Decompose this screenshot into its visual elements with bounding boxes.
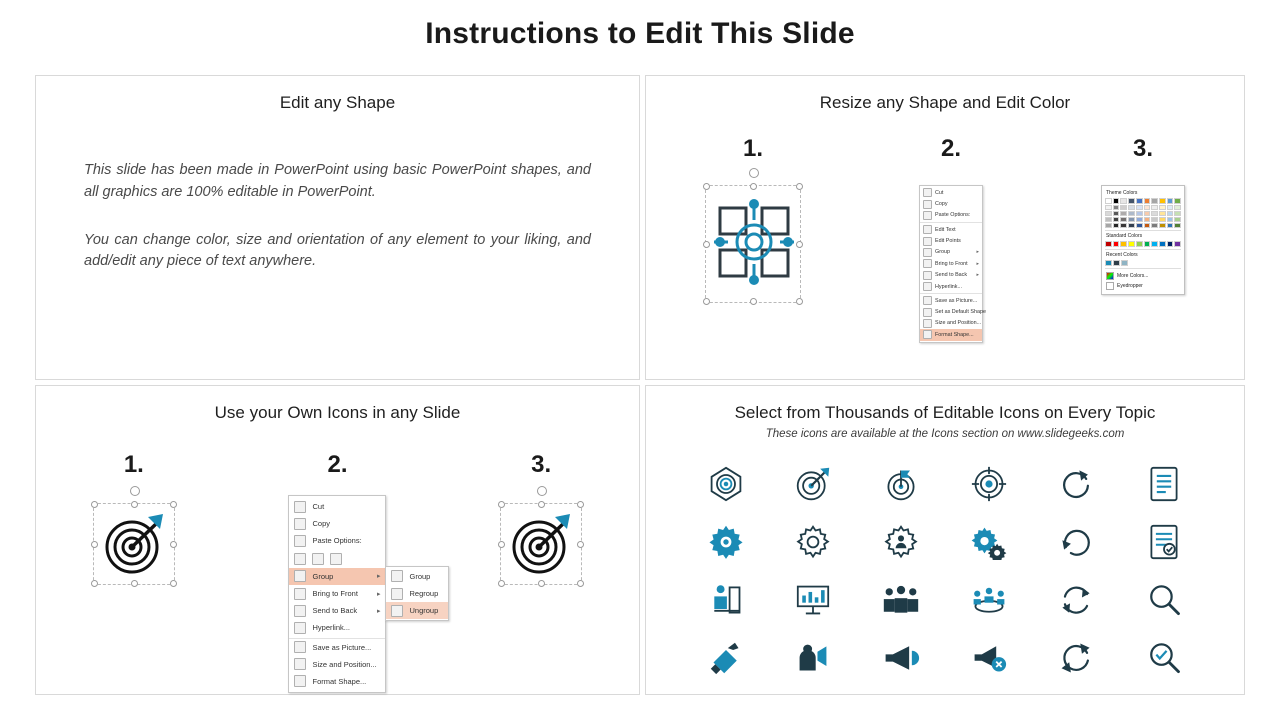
default-shape-icon: [923, 308, 932, 317]
swatch[interactable]: [1128, 217, 1135, 222]
resize-handle-bottom-center[interactable]: [131, 580, 138, 587]
resize-step-2: [919, 135, 986, 343]
swatch[interactable]: [1144, 198, 1151, 204]
swatch[interactable]: [1136, 241, 1143, 247]
palette-icon: [1106, 272, 1114, 280]
own-icons-step-2: [288, 451, 439, 693]
context-menu-label: Send to Back: [312, 606, 358, 616]
paste-options-row[interactable]: [289, 551, 385, 568]
resize-handle-bottom-left[interactable]: [703, 298, 710, 305]
size-position-icon: [294, 658, 306, 670]
context-menu-item[interactable]: [289, 656, 385, 673]
swatch[interactable]: [1174, 241, 1181, 247]
swatch[interactable]: [1167, 223, 1174, 228]
size-position-icon: [923, 319, 932, 328]
icon-cell[interactable]: [857, 632, 945, 684]
save-picture-icon: [294, 641, 306, 653]
swatch[interactable]: [1159, 205, 1166, 210]
copy-icon: [294, 518, 306, 530]
resize-handle-bottom-right[interactable]: [796, 298, 803, 305]
context-menu-item[interactable]: [920, 258, 982, 269]
more-colors-button[interactable]: [1105, 271, 1181, 281]
resize-handle-top-center[interactable]: [750, 183, 757, 190]
icon-cell[interactable]: [682, 458, 770, 510]
rotate-handle-icon[interactable]: [537, 486, 547, 496]
context-menu-item[interactable]: [920, 222, 982, 235]
recent-color-swatches[interactable]: [1105, 260, 1181, 266]
theme-tint-swatches[interactable]: [1105, 217, 1181, 222]
gear-solid-icon: [708, 524, 744, 560]
scissors-icon: [923, 188, 932, 197]
swatch[interactable]: [1174, 217, 1181, 222]
own-icons-steps: [36, 451, 639, 693]
context-menu-label: Save as Picture...: [935, 297, 978, 304]
swatch[interactable]: [1113, 211, 1120, 216]
swatch[interactable]: [1105, 217, 1112, 222]
swatch[interactable]: [1174, 205, 1181, 210]
resize-handle-bottom-center[interactable]: [750, 298, 757, 305]
resize-step-2-number: 2.: [940, 135, 961, 162]
context-menu-item[interactable]: [289, 498, 385, 515]
context-menu-item[interactable]: [920, 235, 982, 246]
icon-cell[interactable]: [857, 458, 945, 510]
icon-cell[interactable]: [682, 632, 770, 684]
icon-cell[interactable]: [1120, 516, 1208, 568]
icon-cell[interactable]: [770, 458, 858, 510]
context-menu-label: Group: [312, 571, 334, 581]
submenu-item-ungroup[interactable]: [386, 602, 448, 619]
swatch[interactable]: [1144, 217, 1151, 222]
panel-resize-shape: [645, 75, 1245, 380]
swatch[interactable]: [1151, 198, 1158, 204]
context-menu-label: Format Shape...: [312, 676, 367, 686]
chevron-right-icon: ▸: [376, 607, 381, 615]
context-menu-item[interactable]: [289, 602, 385, 619]
edit-shape-paragraph-1: This slide has been made in PowerPoint using basic PowerPoint shapes, and all graphics are 100% editable in PowerPoint.: [84, 162, 591, 200]
format-shape-icon: [923, 330, 932, 339]
swatch[interactable]: [1113, 198, 1120, 204]
swatch[interactable]: [1113, 223, 1120, 228]
context-menu-label: Bring to Front: [312, 589, 358, 599]
resize-handle-top-right[interactable]: [577, 501, 584, 508]
eyedropper-icon: [1106, 282, 1114, 290]
swatch[interactable]: [1128, 211, 1135, 216]
resize-handle-bottom-left[interactable]: [498, 580, 505, 587]
icon-cell[interactable]: [770, 574, 858, 626]
swatch[interactable]: [1144, 211, 1151, 216]
context-menu-item[interactable]: [920, 318, 982, 329]
resize-handle-top-left[interactable]: [91, 501, 98, 508]
resize-handle-mid-right[interactable]: [577, 541, 584, 548]
context-menu-label: Cut: [935, 189, 944, 196]
standard-colors-label: Standard Colors: [1106, 233, 1143, 239]
resize-handle-bottom-right[interactable]: [170, 580, 177, 587]
chevron-right-icon: ▸: [976, 272, 979, 279]
edit-points-icon: [923, 237, 932, 246]
swatch[interactable]: [1151, 205, 1158, 210]
icon-cell[interactable]: [857, 574, 945, 626]
resize-handle-top-center[interactable]: [538, 501, 545, 508]
megaphone-alert-icon: [971, 642, 1007, 674]
swatch[interactable]: [1128, 241, 1135, 247]
chevron-right-icon: ▸: [376, 590, 381, 598]
megaphone-side-icon: [882, 643, 920, 673]
swatch[interactable]: [1167, 211, 1174, 216]
panel-title-edit-shape: Edit any Shape: [279, 93, 396, 112]
dartboard-arrow-icon: [101, 511, 167, 577]
chevron-right-icon: ▸: [976, 260, 979, 267]
swatch[interactable]: [1120, 241, 1127, 247]
context-menu-item[interactable]: [920, 210, 982, 221]
search-check-icon: [1147, 641, 1181, 675]
swatch[interactable]: [1159, 241, 1166, 247]
dartboard-arrow-icon: [795, 466, 831, 502]
swatch[interactable]: [1167, 241, 1174, 247]
theme-tint-swatches[interactable]: [1105, 205, 1181, 210]
panel-title-own-icons: Use your Own Icons in any Slide: [214, 403, 461, 422]
standard-color-swatches[interactable]: [1105, 241, 1181, 247]
swatch[interactable]: [1120, 211, 1127, 216]
swatch[interactable]: [1144, 241, 1151, 247]
resize-handle-mid-left[interactable]: [91, 541, 98, 548]
icon-cell[interactable]: [1033, 632, 1121, 684]
group-people-icon: [882, 584, 920, 616]
resize-handle-top-right[interactable]: [170, 501, 177, 508]
swatch[interactable]: [1113, 260, 1120, 266]
context-menu-label: Copy: [935, 201, 948, 208]
rotate-arrow-icon: [1059, 525, 1093, 559]
target-circles-icon: [708, 466, 744, 502]
swatch[interactable]: [1144, 223, 1151, 228]
icon-cell[interactable]: [1120, 574, 1208, 626]
context-menu-item[interactable]: [289, 532, 385, 549]
icon-library-grid: [682, 458, 1208, 684]
gear-people-icon: [883, 524, 919, 560]
resize-handle-mid-right[interactable]: [796, 241, 803, 248]
swatch[interactable]: [1128, 205, 1135, 210]
group-icon: [923, 248, 932, 257]
icon-cell[interactable]: [682, 574, 770, 626]
context-menu-label: Edit Points: [935, 238, 961, 244]
edit-shape-paragraph-2: You can change color, size and orientation of any element to your liking, and add/edit any piece of text anywhere.: [84, 231, 591, 270]
context-menu-label: Hyperlink...: [312, 623, 350, 633]
theme-colors-label: Theme Colors: [1106, 190, 1138, 196]
swatch[interactable]: [1136, 217, 1143, 222]
swatch[interactable]: [1144, 205, 1151, 210]
rotate-handle-icon[interactable]: [130, 486, 140, 496]
gears-double-icon: [971, 524, 1007, 560]
person-speaker-icon: [796, 641, 830, 675]
group-icon: [294, 570, 306, 582]
resize-steps: [646, 135, 1244, 343]
eyedropper-button[interactable]: [1105, 281, 1181, 291]
icon-cell[interactable]: [945, 632, 1033, 684]
page-title: Instructions to Edit This Slide: [425, 17, 855, 50]
context-menu-label: Group: [935, 249, 950, 256]
circular-arrows-icon: [1059, 641, 1093, 675]
icon-cell[interactable]: [945, 516, 1033, 568]
theme-tint-swatches[interactable]: [1105, 223, 1181, 228]
swatch[interactable]: [1159, 223, 1166, 228]
resize-handle-mid-left[interactable]: [498, 541, 505, 548]
icon-cell[interactable]: [1033, 458, 1121, 510]
target-quadrant-icon: [714, 194, 794, 296]
dartboard-arrow-icon: [508, 511, 574, 577]
group-submenu[interactable]: [385, 566, 449, 622]
more-colors-label: More Colors...: [1117, 273, 1149, 279]
context-menu-label: Send to Back: [935, 272, 968, 279]
magnifier-icon: [1147, 583, 1181, 617]
icon-cell[interactable]: [945, 574, 1033, 626]
context-menu-item[interactable]: [920, 306, 986, 317]
panel-title-resize-shape: Resize any Shape and Edit Color: [819, 93, 1071, 112]
presentation-board-icon: [795, 583, 831, 617]
format-shape-icon: [294, 675, 306, 687]
eyedropper-label: Eyedropper: [1117, 283, 1143, 289]
resize-step-1-number: 1.: [742, 135, 763, 162]
resize-handle-top-right[interactable]: [796, 183, 803, 190]
icon-cell[interactable]: [682, 516, 770, 568]
swatch[interactable]: [1128, 198, 1135, 204]
context-menu-label: Cut: [312, 502, 325, 512]
context-menu-item[interactable]: [920, 198, 982, 209]
color-picker-panel[interactable]: [1101, 185, 1185, 295]
context-menu-label: Set as Default Shape: [935, 309, 986, 316]
swatch[interactable]: [1105, 198, 1112, 204]
context-menu-item[interactable]: [920, 269, 982, 280]
target-flag-icon: [883, 466, 919, 502]
swatch[interactable]: [1105, 211, 1112, 216]
swatch[interactable]: [1120, 205, 1127, 210]
paste-option-icon: [294, 553, 306, 565]
resize-step-1: [705, 135, 801, 303]
swatch[interactable]: [1113, 241, 1120, 247]
submenu-label: Ungroup: [409, 606, 439, 616]
context-menu-label: Format Shape...: [935, 331, 974, 338]
swatch[interactable]: [1159, 211, 1166, 216]
own-icons-step-3-number: 3.: [531, 451, 552, 478]
context-menu-label: Hyperlink...: [935, 283, 962, 290]
swatch[interactable]: [1113, 205, 1120, 210]
swatch[interactable]: [1105, 205, 1112, 210]
regroup-icon: [391, 588, 403, 600]
submenu-item-regroup[interactable]: [386, 585, 448, 602]
swatch[interactable]: [1174, 223, 1181, 228]
swatch[interactable]: [1105, 241, 1112, 247]
context-menu-label: Save as Picture...: [312, 642, 372, 652]
scissors-icon: [294, 501, 306, 513]
checklist-document-icon: [1148, 524, 1180, 560]
shape-context-menu[interactable]: [919, 185, 986, 343]
swatch[interactable]: [1159, 217, 1166, 222]
swatch[interactable]: [1121, 260, 1128, 266]
icon-cell[interactable]: [857, 516, 945, 568]
swatch[interactable]: [1159, 198, 1166, 204]
submenu-label: Group: [409, 571, 431, 581]
swatch[interactable]: [1167, 217, 1174, 222]
swatch[interactable]: [1151, 223, 1158, 228]
icon-selection-box-2[interactable]: [500, 503, 582, 585]
paste-option-icon: [330, 553, 342, 565]
icon-cell[interactable]: [770, 632, 858, 684]
panel-subtitle-editable-icons: These icons are available at the Icons section on www.slidegeeks.com: [765, 428, 1125, 440]
crosshair-target-icon: [971, 466, 1007, 502]
panel-title-editable-icons: Select from Thousands of Editable Icons on Every Topic: [734, 403, 1156, 422]
send-back-icon: [923, 271, 932, 280]
context-menu-label: Paste Options:: [935, 212, 971, 219]
copy-icon: [923, 200, 932, 209]
swatch[interactable]: [1128, 223, 1135, 228]
context-menu-item[interactable]: [920, 247, 982, 258]
refresh-arrow-icon: [1059, 467, 1093, 501]
icon-cell[interactable]: [1120, 632, 1208, 684]
chevron-right-icon: ▸: [376, 573, 381, 581]
team-meeting-icon: [970, 584, 1008, 616]
own-icons-step-1: [93, 451, 175, 585]
group-icon: [391, 570, 403, 582]
swatch[interactable]: [1105, 260, 1112, 266]
panel-edit-shape: [35, 75, 640, 380]
chevron-right-icon: ▸: [976, 249, 979, 256]
context-menu-item[interactable]: [289, 619, 385, 636]
panel-editable-icons: [645, 385, 1245, 695]
swatch[interactable]: [1136, 223, 1143, 228]
paste-icon: [923, 211, 932, 220]
bring-front-icon: [923, 259, 932, 268]
swatch[interactable]: [1136, 211, 1143, 216]
rotate-handle-icon[interactable]: [749, 168, 759, 178]
icon-cell[interactable]: [945, 458, 1033, 510]
submenu-item-group[interactable]: [386, 568, 448, 585]
gear-outline-icon: [795, 524, 831, 560]
context-menu-label: Size and Position...: [935, 320, 982, 327]
save-picture-icon: [923, 296, 932, 305]
resize-handle-mid-left[interactable]: [703, 241, 710, 248]
swatch[interactable]: [1174, 198, 1181, 204]
context-menu-label: Edit Text: [935, 226, 956, 233]
ungroup-icon: [391, 605, 403, 617]
resize-handle-bottom-left[interactable]: [91, 580, 98, 587]
swatch[interactable]: [1120, 198, 1127, 204]
swatch[interactable]: [1167, 198, 1174, 204]
resize-handle-top-left[interactable]: [498, 501, 505, 508]
swatch[interactable]: [1151, 217, 1158, 222]
resize-handle-bottom-center[interactable]: [538, 580, 545, 587]
icon-cell[interactable]: [1033, 574, 1121, 626]
shape-selection-box[interactable]: [705, 185, 801, 303]
paste-icon: [294, 535, 306, 547]
context-menu-label: Copy: [312, 519, 330, 529]
swatch[interactable]: [1167, 205, 1174, 210]
own-icons-step-2-number: 2.: [327, 451, 348, 478]
context-menu-item[interactable]: [920, 293, 982, 306]
context-menu-item[interactable]: [289, 638, 385, 656]
swatch[interactable]: [1105, 223, 1112, 228]
paste-option-icon: [312, 553, 324, 565]
resize-handle-mid-right[interactable]: [170, 541, 177, 548]
icon-selection-box-1[interactable]: [93, 503, 175, 585]
context-menu-item[interactable]: [289, 673, 385, 690]
swatch[interactable]: [1113, 217, 1120, 222]
resize-handle-bottom-right[interactable]: [577, 580, 584, 587]
context-menu-item[interactable]: [289, 585, 385, 602]
resize-handle-top-left[interactable]: [703, 183, 710, 190]
context-menu-label: Paste Options:: [312, 536, 362, 546]
icon-cell[interactable]: [1120, 458, 1208, 510]
icon-cell[interactable]: [1033, 516, 1121, 568]
swatch[interactable]: [1174, 211, 1181, 216]
panel-grid: [35, 75, 1245, 695]
hyperlink-icon: [923, 282, 932, 291]
panel-own-icons: [35, 385, 640, 695]
swatch[interactable]: [1136, 205, 1143, 210]
context-menu-item[interactable]: [920, 187, 982, 198]
swatch[interactable]: [1136, 198, 1143, 204]
swatch[interactable]: [1120, 223, 1127, 228]
own-icons-step-3: [500, 451, 582, 585]
bring-front-icon: [294, 588, 306, 600]
recent-colors-label: Recent Colors: [1106, 252, 1138, 258]
document-list-icon: [1148, 466, 1180, 502]
context-menu-item-format-shape[interactable]: [920, 329, 982, 340]
theme-tint-swatches[interactable]: [1105, 211, 1181, 216]
swatch[interactable]: [1120, 217, 1127, 222]
swatch[interactable]: [1151, 241, 1158, 247]
own-icons-step-1-number: 1.: [123, 451, 144, 478]
icon-cell[interactable]: [770, 516, 858, 568]
theme-color-swatches[interactable]: [1105, 198, 1181, 204]
submenu-label: Regroup: [409, 589, 439, 599]
icon-context-menu[interactable]: [288, 495, 439, 693]
megaphone-up-icon: [708, 641, 744, 675]
context-menu-item[interactable]: [920, 281, 982, 292]
hyperlink-icon: [294, 622, 306, 634]
edit-text-icon: [923, 225, 932, 234]
person-podium-icon: [709, 582, 743, 618]
context-menu-item[interactable]: [289, 515, 385, 532]
resize-handle-top-center[interactable]: [131, 501, 138, 508]
resize-step-3-number: 3.: [1132, 135, 1153, 162]
resize-step-3: [1101, 135, 1185, 295]
sync-arrows-icon: [1059, 583, 1093, 617]
context-menu-label: Bring to Front: [935, 260, 968, 267]
swatch[interactable]: [1151, 211, 1158, 216]
send-back-icon: [294, 605, 306, 617]
context-menu-label: Size and Position...: [312, 659, 377, 669]
